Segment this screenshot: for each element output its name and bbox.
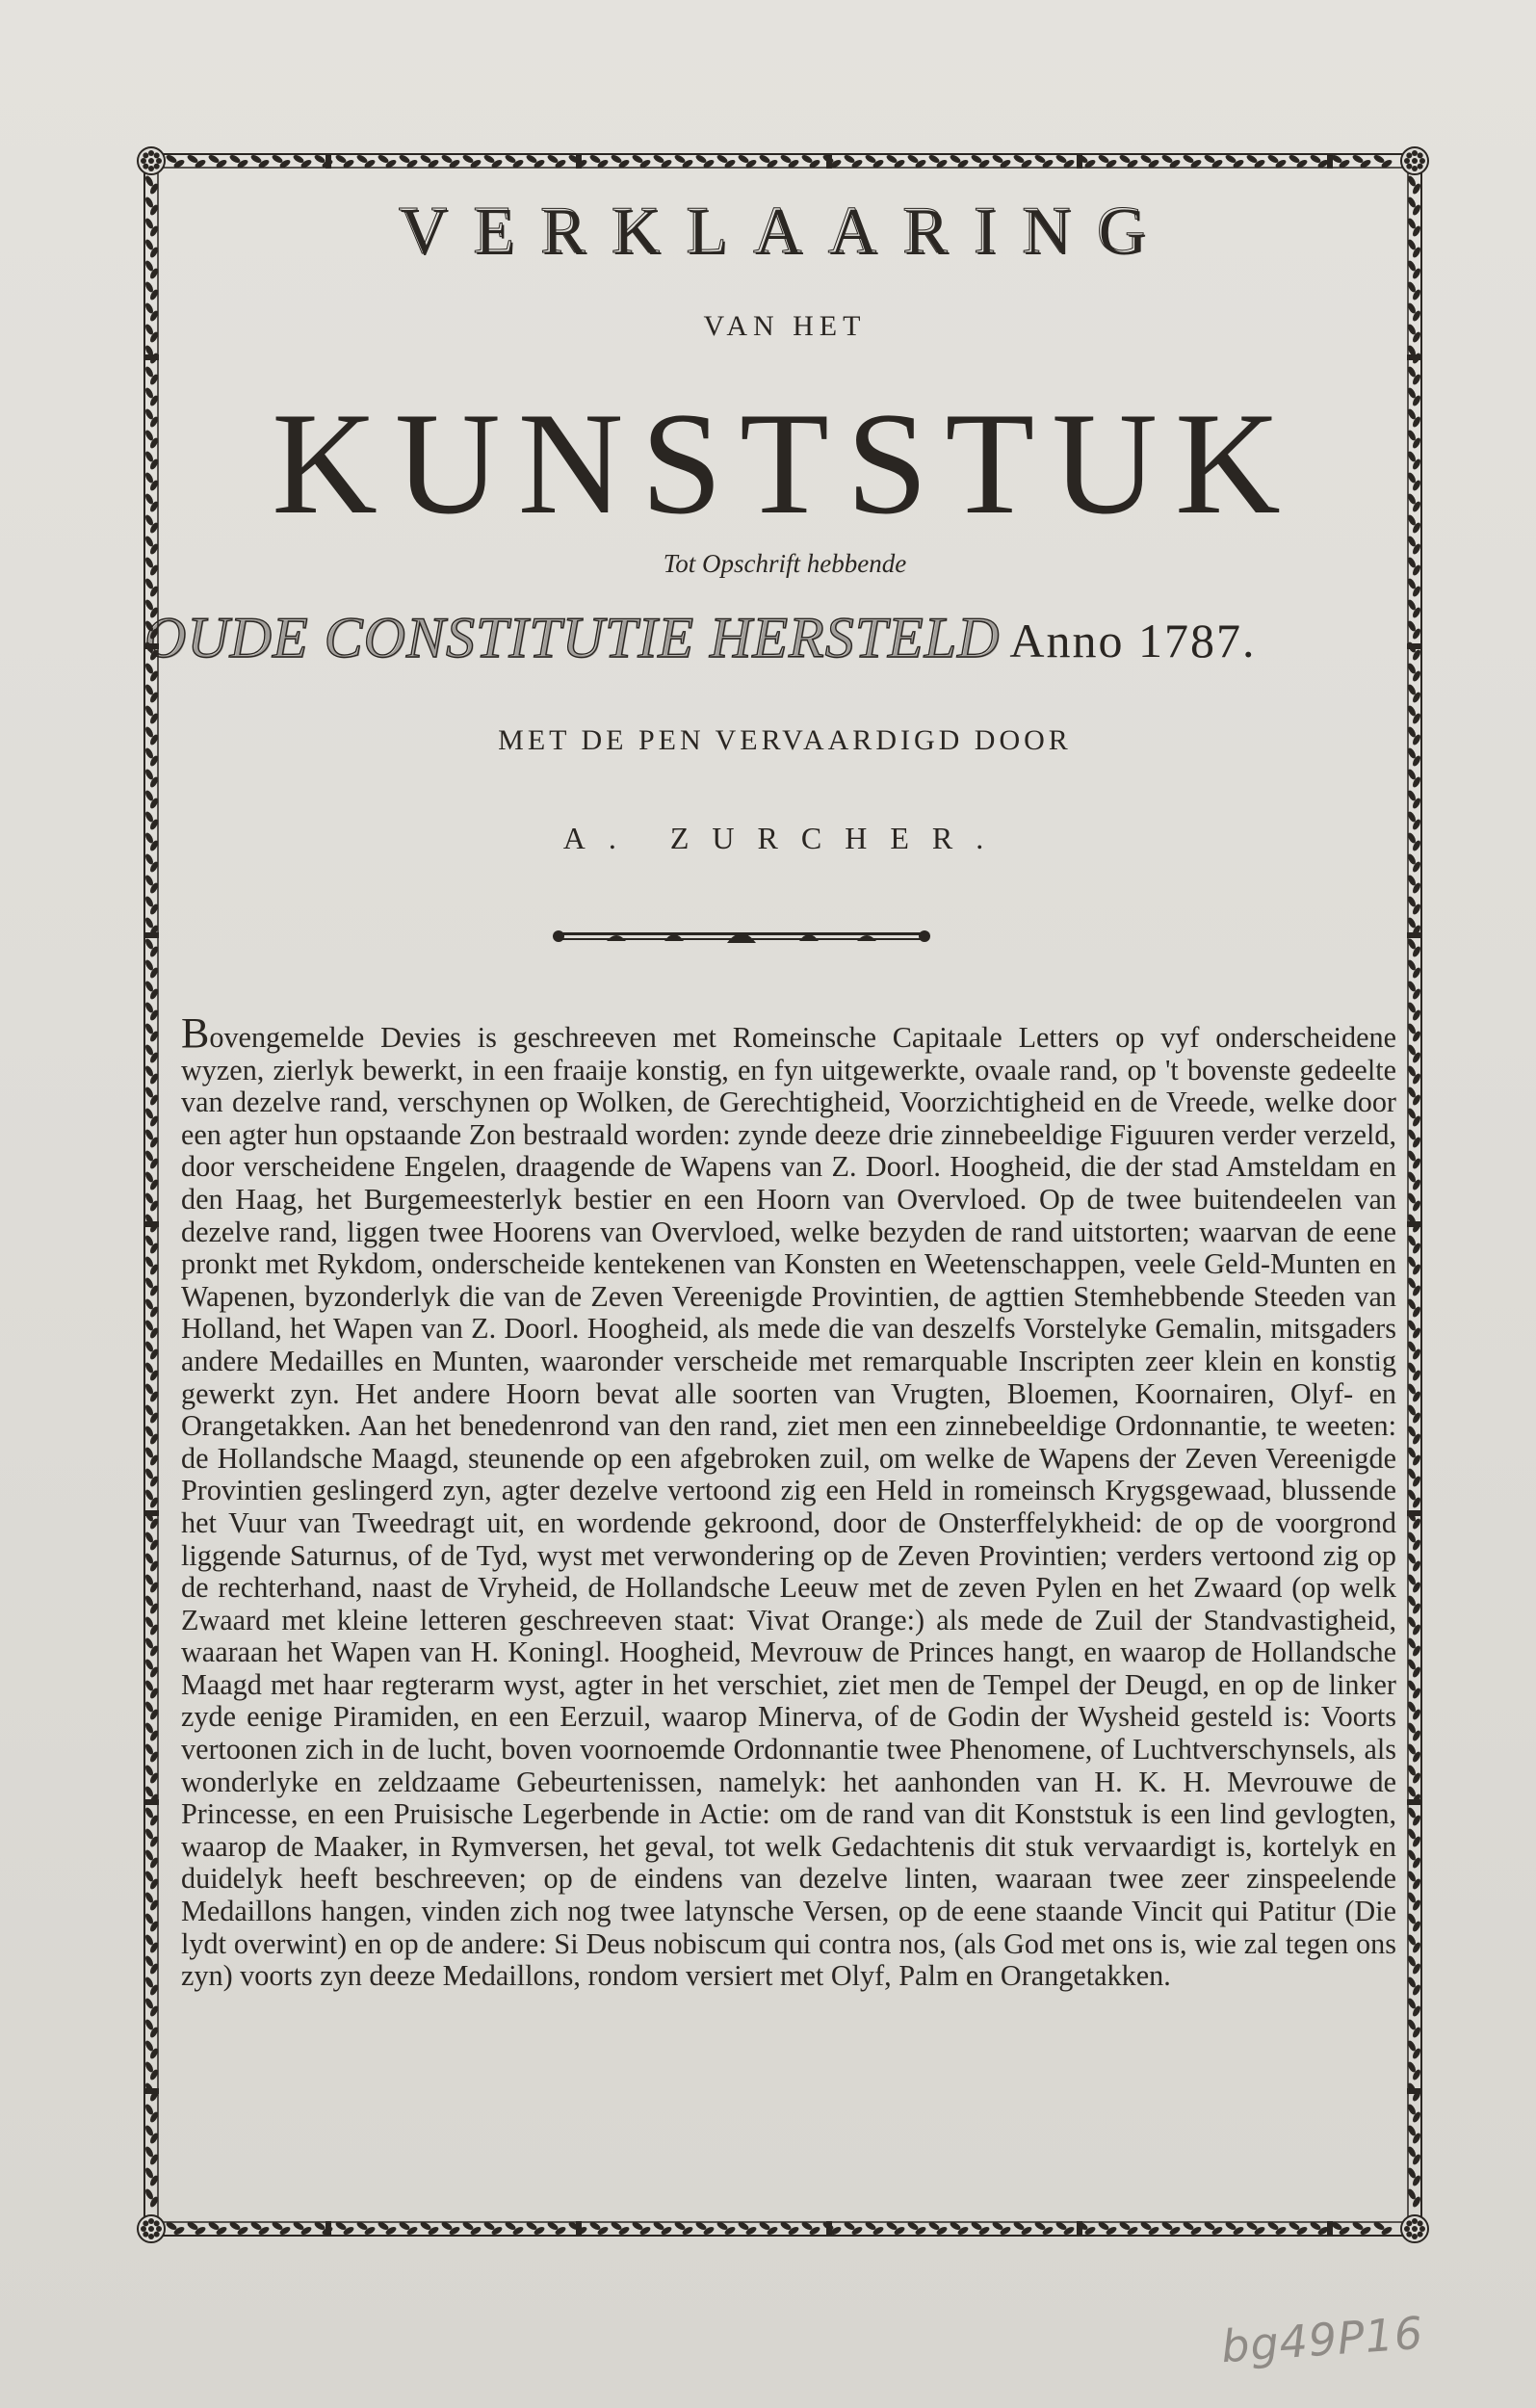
subtitle: Tot Opschrift hebbende <box>663 549 907 578</box>
main-title: KUNSTSTUK <box>272 382 1298 544</box>
motto-line <box>144 605 1445 671</box>
body-paragraph <box>181 1009 1396 1993</box>
anno-year: Anno 1787. <box>1009 614 1257 667</box>
author: A. ZURCHER. <box>562 821 1007 855</box>
heading: VERKLAARING <box>398 194 1172 268</box>
body-content: ovengemelde Devies is geschreeven met Romeinsche Capitaale Letters op vyf onderscheidene wyzen, zierlyk bewerkt, in een fraaije konstig, en fyn uitgewerkte, ovaale rand, op 't bovenste gedeelte van dezelve rand, verschynen op Wolken, de Gerechtigheid, Voorzichtigheid en de Vreede, welke door een agter hun opstaande Zon bestraald worden: zynde deeze drie zinnebeeldige Figuuren verder verzeld, door verscheidene Engelen, draagende de Wapens van Z. Doorl. Hoogheid, die der stad Amsteldam en den Haag, het Burgemeesterlyk bestier en een Hoorn van Overvloed. Op de twee buitendeelen van dezelve rand, liggen twee Hoorens van Overvloed, welke bezyden de rand uitstorten; waarvan de eene pronkt met Rykdom, onderscheide kentekenen van Konsten en Weetenschappen, veele Geld-Munten en Wapenen, byzonderlyk die van de Zeven Vereenigde Provintien, de agttien Stemhebbende Steeden van Holland, het Wapen van Z. Doorl. Hoogheid, als mede die van deszelfs Vorstelyke Gemalin, mitsgaders andere Medailles en Munten, waaronder verscheide met remarquable Inscripten zeer klein en konstig gewerkt zyn. Het andere Hoorn bevat alle soorten van Vrugten, Bloemen, Koornairen, Olyf- en Orangetakken. Aan het benedenrond van den rand, ziet men een zinnebeeldige Ordonnantie, te weeten: de Hollandsche Maagd, steunende op een afgebroken zuil, om welke de Wapens der Zeven Vereenigde Provintien geslingerd zyn, agter dezelve vertoond zig een Held in romeinsch Krygsgewaad, blussende het Vuur van Tweedragt uit, en wordende gekroond, door de Onsterffelykheid: de op de voorgrond liggende Saturnus, of de Tyd, wyst met verwondering op de Zeven Provintien; verders vertoond zig op de rechterhand, naast de Vryheid, de Hollandsche Leeuw met de zeven Pylen en het Zwaard (op welk Zwaard met kleine letteren geschreeven staat: Vivat Orange:) als mede de Zuil der Standvastigheid, waaraan het Wapen van H. Koningl. Hoogheid, Mevrouw de Princes hangt, en waarop de Hollandsche Maagd met haar regterarm wyst, agter in het verschiet, ziet men de Tempel der Deugd, en op de linker zyde eenige Piramiden, en een Eerzuil, waarop Minerva, of de Godin der Wysheid gesteld is: Voorts vertoonen zich in de lucht, boven voornoemde Ordonnantie twee Phenomene, of Luchtverschynsels, als wonderlyke en zeldzaame Gebeurtenissen, namelyk: het aanhonden van H. K. H. Mevrouwe de Princesse, en een Pruisische Legerbende in Actie: om de rand van dit Konststuk is een lind gevlogten, waarop de Maaker, in Rymversen, het geval, tot welk Gedachtenis dit stuk vervaardigt is, kortelyk en duidelyk heeft beschreeven; op de eindens van dezelve linten, waaraan twee zeer zinspeelende Medaillons hangen, vinden zich nog twee latynsche Versen, op de eene staande Vincit qui Patitur (Die lydt overwint) en op de andere: Si Deus nobiscum qui contra nos, (als God met ons is, wie zal tegen ons zyn) voorts zyn deeze Medaillons, rondom versiert met Olyf, Palm en Orangetakken. <box>181 1021 1396 1993</box>
inventory-note: bg49P16 <box>1219 2306 1425 2373</box>
drop-cap: B <box>181 1009 210 1057</box>
body-text <box>181 1009 1396 1993</box>
pen-line: MET DE PEN VERVAARDIGD DOOR <box>498 724 1072 756</box>
van-het-line: VAN HET <box>703 310 867 342</box>
divider-ornament <box>549 922 934 951</box>
motto: OUDE CONSTITUTIE HERSTELD <box>144 606 1001 669</box>
